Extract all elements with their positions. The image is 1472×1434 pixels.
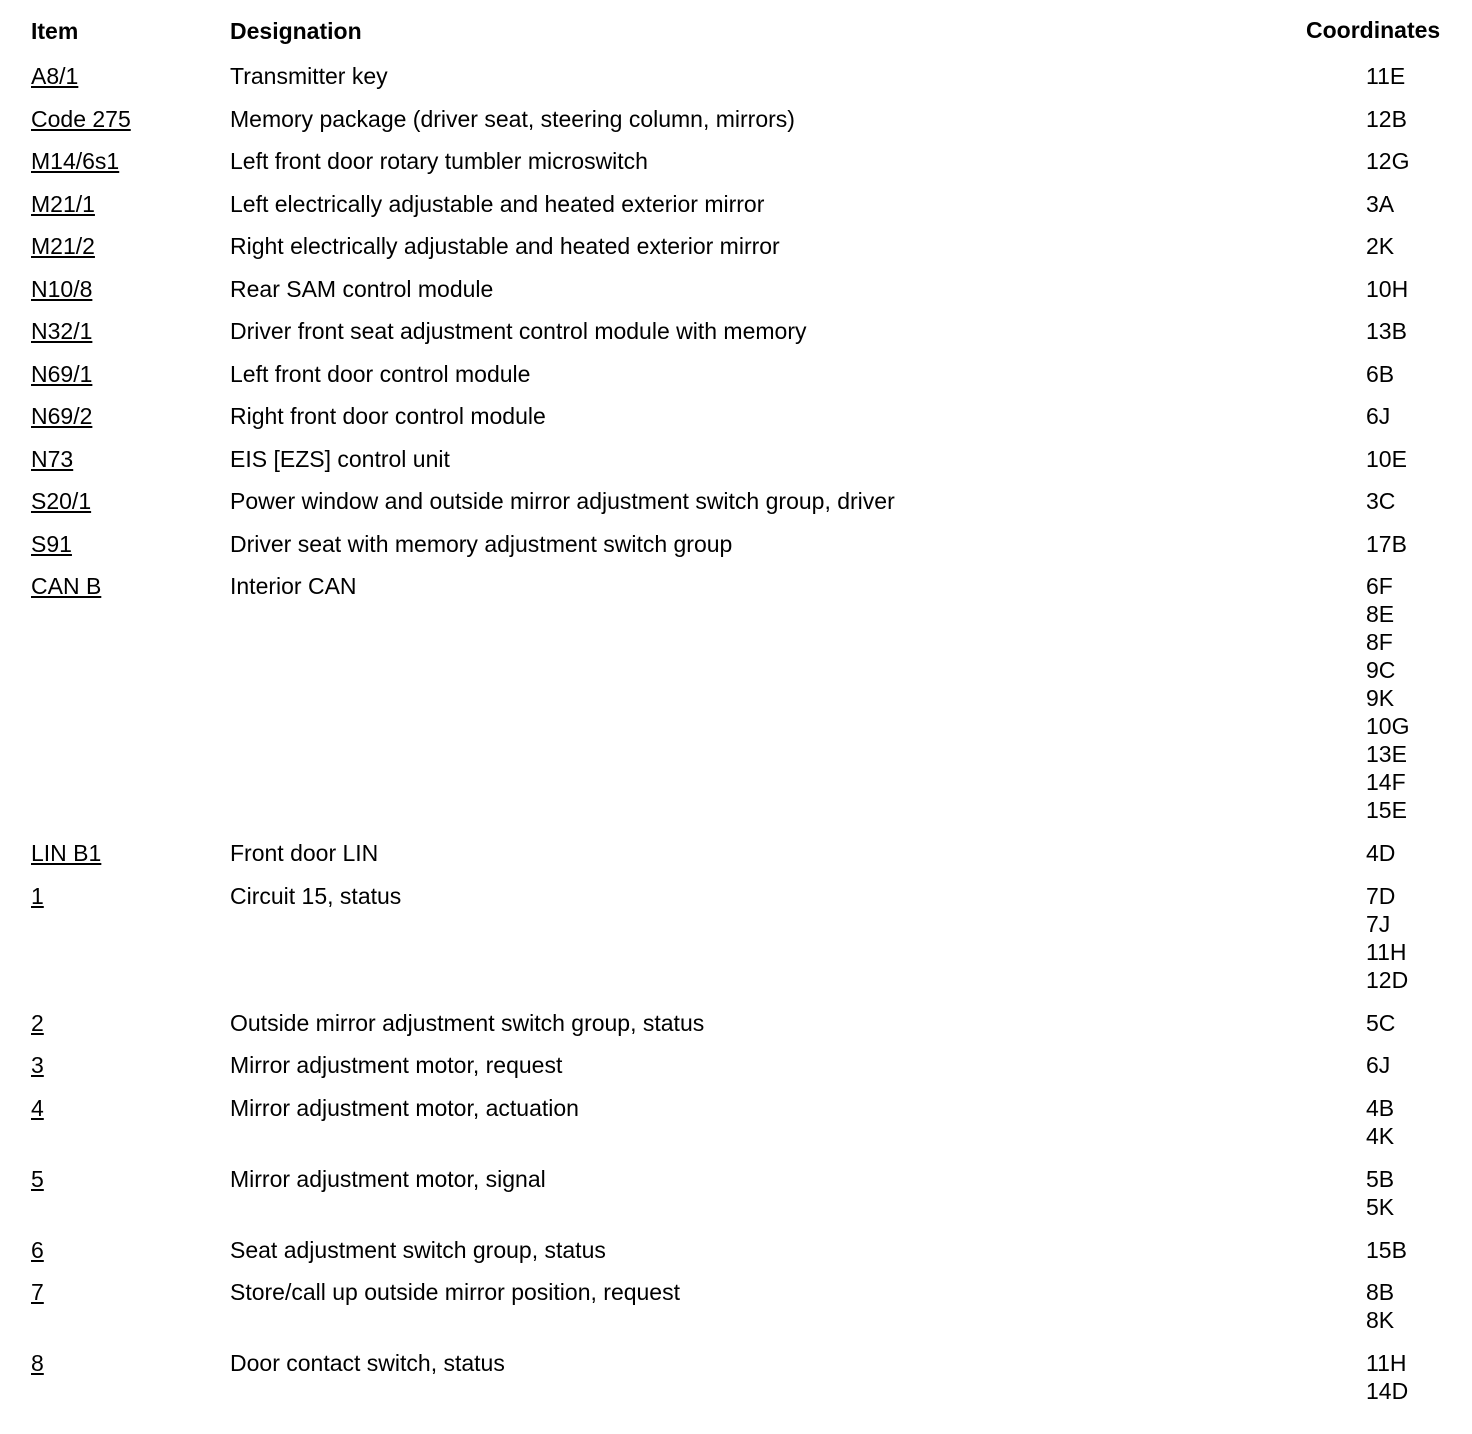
coordinates-cell [1366,190,1472,218]
coordinate-value: 8F [1366,629,1393,655]
coordinates-cell [1366,1236,1472,1264]
table-row [0,1049,1472,1092]
header-designation: Designation [230,18,362,44]
item-link[interactable]: N69/1 [31,360,93,387]
coordinates-cell [1366,1349,1472,1405]
designation-text: Mirror adjustment motor, request [230,1052,563,1078]
table-row [0,1234,1472,1277]
coordinate-value: 5C [1366,1009,1396,1036]
item-link[interactable]: M21/2 [31,233,95,259]
table-row [0,400,1472,443]
designation-text: EIS [EZS] control unit [230,445,450,472]
designation-text: Front door LIN [230,840,379,866]
coordinates-cell [1366,882,1472,994]
coordinate-value: 8K [1366,1307,1395,1333]
designation-text: Seat adjustment switch group, status [230,1236,606,1263]
coordinate-value: 4D [1366,840,1396,866]
designation-text: Driver seat with memory adjustment switch group [230,530,733,557]
designation-text: Interior CAN [230,573,357,599]
coordinate-value: 4K [1366,1122,1395,1149]
table-row [0,1007,1472,1050]
table-row [0,1276,1472,1347]
table-header [0,18,1472,52]
coordinate-value: 9C [1366,657,1396,683]
item-link[interactable]: M14/6s1 [31,148,120,174]
item-link[interactable]: S91 [31,530,72,557]
table-row [0,528,1472,571]
item-link[interactable]: N73 [31,445,74,472]
coordinate-value: 5K [1366,1193,1395,1220]
item-link[interactable]: N69/2 [31,403,93,429]
designation-text: Memory package (driver seat, steering column, mirrors) [230,105,795,132]
table-row [0,880,1472,1007]
designation-text: Power window and outside mirror adjustment switch group, driver [230,488,895,514]
coordinate-value: 15B [1366,1236,1407,1263]
coordinate-value: 10H [1366,275,1409,302]
table-row [0,230,1472,273]
table-row [0,103,1472,146]
item-link[interactable]: 4 [31,1094,44,1121]
table-row [0,145,1472,188]
designation-text: Store/call up outside mirror position, request [230,1279,680,1305]
coordinate-value: 7D [1366,882,1396,909]
designation-text: Rear SAM control module [230,275,494,302]
coordinate-value: 5B [1366,1165,1395,1192]
coordinate-value: 6J [1366,403,1391,429]
coordinate-value: 8B [1366,1279,1395,1305]
legend-table-body [0,60,1472,1418]
designation-text: Left front door control module [230,360,531,387]
coordinates-cell [1366,62,1472,90]
table-row [0,1092,1472,1163]
coordinate-value: 17B [1366,530,1407,557]
coordinate-value: 11H [1366,1350,1407,1376]
coordinates-cell [1366,232,1472,260]
designation-text: Right front door control module [230,403,546,429]
coordinates-cell [1366,275,1472,303]
coordinate-value: 6F [1366,573,1393,599]
coordinates-cell [1366,445,1472,473]
designation-text: Right electrically adjustable and heated exterior mirror [230,233,780,259]
table-row [0,188,1472,231]
coordinates-cell [1366,1051,1472,1079]
coordinates-cell [1366,1094,1472,1150]
coordinates-cell [1366,1009,1472,1037]
designation-text: Mirror adjustment motor, actuation [230,1094,579,1121]
designation-text: Left front door rotary tumbler microswitch [230,148,648,174]
item-link[interactable]: 5 [31,1165,44,1192]
header-coordinates: Coordinates [1306,17,1441,43]
table-row [0,1347,1472,1418]
coordinates-cell [1366,839,1472,867]
table-row [0,443,1472,486]
item-link[interactable]: M21/1 [31,190,95,217]
coordinate-value: 2K [1366,233,1395,259]
coordinate-value: 12G [1366,148,1410,174]
coordinate-value: 6B [1366,360,1395,387]
table-row [0,837,1472,880]
coordinate-value: 12D [1366,966,1409,993]
table-row [0,485,1472,528]
coordinate-value: 3A [1366,190,1395,217]
coordinates-cell [1366,572,1472,824]
coordinate-value: 11H [1366,938,1407,965]
coordinates-cell [1366,402,1472,430]
coordinate-value: 15E [1366,797,1407,823]
coordinate-value: 9K [1366,685,1395,711]
table-row [0,1163,1472,1234]
item-link[interactable]: 3 [31,1052,44,1078]
item-link[interactable]: N32/1 [31,318,93,344]
coordinates-cell [1366,360,1472,388]
coordinate-value: 4B [1366,1094,1395,1121]
header-item: Item [31,18,79,44]
item-link[interactable]: A8/1 [31,63,79,89]
coordinates-cell [1366,105,1472,133]
coordinate-value: 11E [1366,63,1406,89]
item-link[interactable]: Code 275 [31,105,131,132]
coordinate-value: 7J [1366,910,1391,937]
item-link[interactable]: LIN B1 [31,840,102,866]
designation-text: Mirror adjustment motor, signal [230,1165,546,1192]
coordinate-value: 14D [1366,1378,1409,1404]
coordinate-value: 12B [1366,105,1407,132]
coordinate-value: 6J [1366,1052,1391,1078]
coordinates-cell [1366,1278,1472,1334]
designation-text: Transmitter key [230,63,388,89]
coordinates-cell [1366,1165,1472,1221]
coordinates-cell [1366,147,1472,175]
coordinate-value: 10E [1366,445,1407,472]
coordinate-value: 10G [1366,713,1410,739]
table-row [0,358,1472,401]
coordinate-value: 8E [1366,601,1395,627]
table-row [0,60,1472,103]
item-link[interactable]: 8 [31,1350,44,1376]
item-link[interactable]: N10/8 [31,275,93,302]
item-link[interactable]: 1 [31,882,44,909]
designation-text: Driver front seat adjustment control module with memory [230,318,807,344]
designation-text: Left electrically adjustable and heated exterior mirror [230,190,765,217]
coordinate-value: 14F [1366,769,1406,795]
designation-text: Outside mirror adjustment switch group, status [230,1009,705,1036]
designation-text: Circuit 15, status [230,882,402,909]
item-link[interactable]: 7 [31,1279,44,1305]
item-link[interactable]: 2 [31,1009,44,1036]
coordinates-cell [1366,530,1472,558]
coordinates-cell [1366,317,1472,345]
coordinates-cell [1366,487,1472,515]
item-link[interactable]: 6 [31,1236,44,1263]
table-row [0,570,1472,837]
table-row [0,315,1472,358]
item-link[interactable]: S20/1 [31,488,92,514]
coordinate-value: 3C [1366,488,1396,514]
designation-text: Door contact switch, status [230,1350,505,1376]
table-row [0,273,1472,316]
coordinate-value: 13E [1366,741,1407,767]
coordinate-value: 13B [1366,318,1407,344]
item-link[interactable]: CAN B [31,573,102,599]
